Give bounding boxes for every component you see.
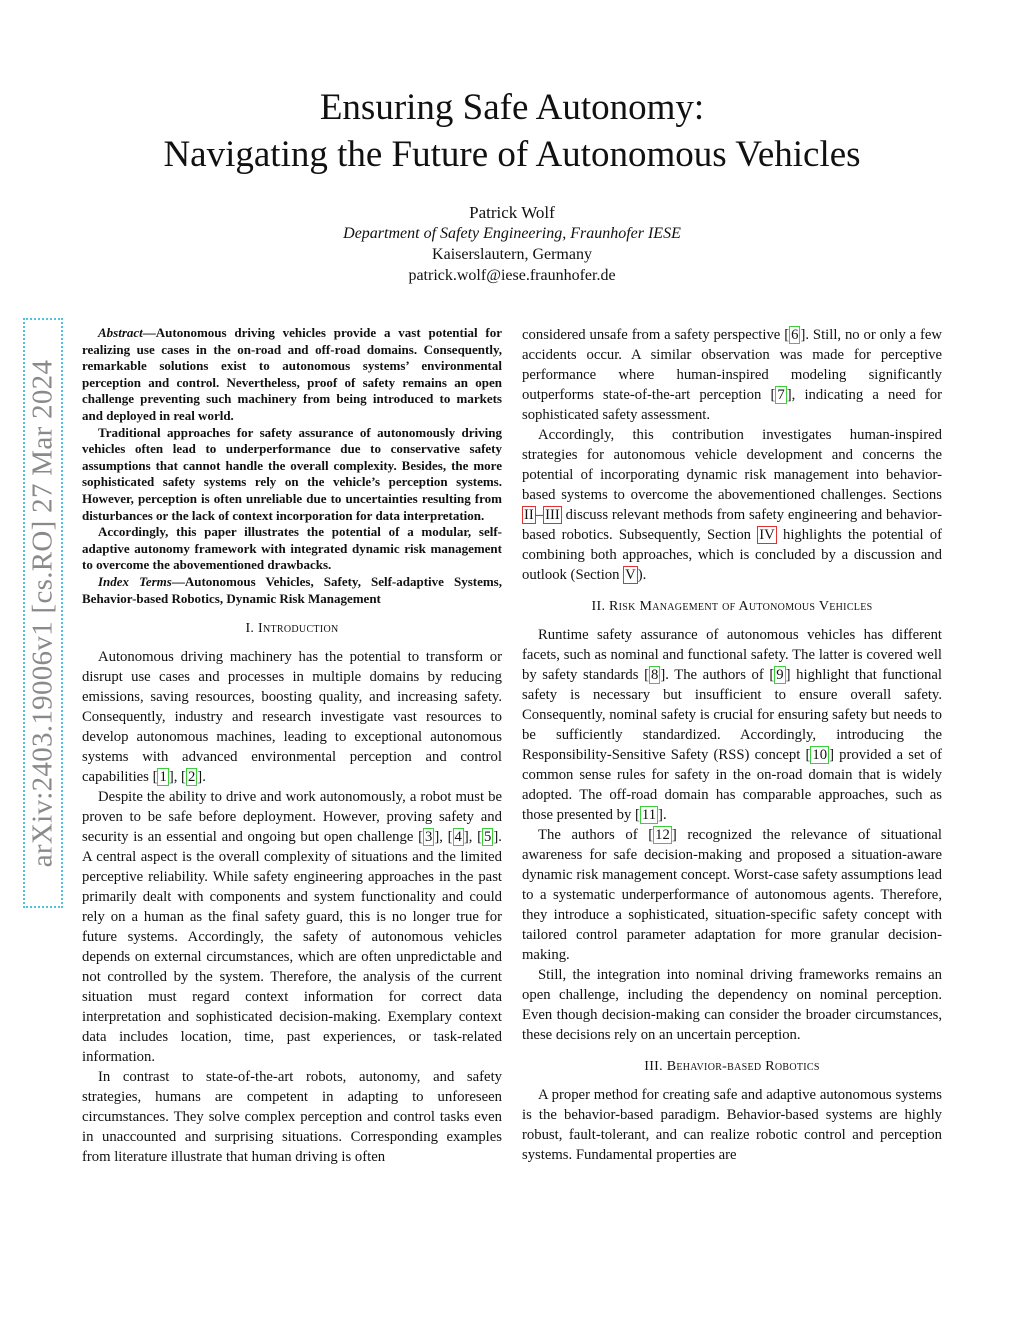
citation-link[interactable]: 5 <box>484 829 492 846</box>
section-heading-behavior-based-robotics: III. Behavior-based Robotics <box>644 1059 820 1074</box>
right-paragraph-1: considered unsafe from a safety perspective [ 6 ]. Still, no or only a few accidents occur. A similar observation was made for perceptive performance where human-inspired modeling significantly outperforms state-of-the-art perception [ 7 ], indicating a need for sophisticated safety assessment. <box>522 327 943 423</box>
left-column <box>82 325 502 1167</box>
section-link[interactable]: IV <box>759 527 775 543</box>
right-paragraph-2: Accordingly, this contribution investigates human-inspired strategies for autonomous vehicle development and concerns the potential of incorporating dynamic risk management into behavior-based systems to overcome the abovementioned challenges. Sections II – III discuss relevant methods from safety engineering and behavior-based robotics. Subsequently, Section IV highlights the potential of combining both approaches, which is concluded by a discussion and outlook (Section V ). <box>522 427 942 583</box>
citation-link[interactable]: 9 <box>776 667 784 683</box>
arxiv-stamp[interactable] <box>23 318 63 908</box>
intro-paragraph-1: Autonomous driving machinery has the potential to transform or disrupt use cases and processes in multiple domains by reducing emissions, saving resources, boosting quality, and increasing safety. Consequently, industry and research investigate vast resources to develop autonomous machines, leading to exceptional autonomous systems with advanced environmental perception and control capabilities [ 1 ], [ 2 ]. <box>82 649 502 786</box>
section-heading-introduction: I. Introduction <box>245 621 339 637</box>
title-line-2: Navigating the Future of Autonomous Vehicles <box>163 134 861 175</box>
citation-link[interactable]: 10 <box>812 747 828 763</box>
author-email[interactable]: patrick.wolf@iese.fraunhofer.de <box>408 267 616 284</box>
risk-paragraph-2: The authors of [ 12 ] recognized the relevance of situational awareness for safe decision-making and proposed a situation-aware dynamic risk management concept. Worst-case safety assumptions lead to a systematic underperformance of autonomous agents. Therefore, they introduce a sophisticated, situation-specific safety concept with tailored control parameter adaptation for more granular decision-making. <box>522 827 943 963</box>
citation-link[interactable]: 2 <box>187 769 196 786</box>
intro-paragraph-2: Despite the ability to drive and work autonomously, a robot must be proven to be safe before deployment. However, proving safety and security is an essential and ongoing but open challenge [ 3 ], [ 4 ], [ 5 ]. A central aspect is the overall complexity of situations and the limited perceptive reliability. While safety engineering approaches in the past primarily dealt with components and system functionality and could rely on a human as the final safety guard, this is no longer true for future systems. Accordingly, the safety of autonomous vehicles depends on external circumstances, which are often unpredictable and not controlled by the system. Therefore, the analysis of the current situation must regard context information for correct data interpretation and sophisticated decision-making. Exemplary context data includes location, time, past experiences, or task-related information. <box>82 789 502 1066</box>
author-location: Kaiserslautern, Germany <box>432 246 592 263</box>
section-heading-risk-management: II. Risk Management of Autonomous Vehicles <box>591 599 873 614</box>
risk-paragraph-3: Still, the integration into nominal driving frameworks remains an open challenge, including the dependency on nominal perception. Even though decision-making can consider the broader circumstances, these decisions rely on an uncertain perception. <box>522 967 942 1043</box>
risk-paragraph-1: Runtime safety assurance of autonomous vehicles has different facets, such as nominal and functional safety. The latter is covered well by safety standards [ 8 ]. The authors of [ 9 ] highlight that functional safety is necessary but insufficient to ensure overall safety. Consequently, nominal safety is crucial for ensuring safety but needs to be sufficiently standardized. Accordingly, introducing the Responsibility-Sensitive Safety (RSS) concept [ 10 ] provided a set of common sense rules for safety in the on-road domain that is widely adopted. The off-road domain has comparable approaches, such as those presented by [ 11 ]. <box>522 627 942 823</box>
section-link[interactable]: V <box>625 567 636 583</box>
index-terms-label: Index Terms <box>98 573 172 589</box>
author-block <box>200 202 824 286</box>
index-terms-text: Autonomous Vehicles, Safety, Self-adaptive Systems, Behavior-based Robotics, Dynamic Risk Management <box>82 573 502 606</box>
citation-link[interactable]: 1 <box>159 769 167 786</box>
author-name: Patrick Wolf <box>469 203 555 222</box>
citation-link[interactable]: 3 <box>425 829 433 846</box>
citation-link[interactable]: 4 <box>454 829 462 846</box>
bbr-paragraph-1: A proper method for creating safe and adaptive autonomous systems is the behavior-based paradigm. Behavior-based systems are highly robust, fault-tolerant, and can realize robotic control and perception systems. Fundamental properties are <box>522 1087 942 1163</box>
citation-link[interactable]: 11 <box>641 807 657 823</box>
abstract-paragraph-1: Abstract—Autonomous driving vehicles provide a vast potential for realizing use cases in the on-road and off-road domains. Consequently, remarkable solutions exist to autonomous systems’ environmental perception and control. Nevertheless, proof of safety remains an open challenge preventing such machinery from being introduced to markets and deployed in real world. <box>82 325 502 423</box>
section-link[interactable]: III <box>545 507 560 523</box>
abstract-paragraph-3: Accordingly, this paper illustrates the potential of a modular, self-adaptive autonomy framework with integrated dynamic risk management to overcome the abovementioned drawbacks. <box>82 524 502 573</box>
citation-link[interactable]: 7 <box>777 387 785 403</box>
author-affiliation: Department of Safety Engineering, Fraunhofer IESE <box>343 225 681 242</box>
abstract-paragraph-2: Traditional approaches for safety assurance of autonomously driving vehicles often lead to underperformance due to conservative safety assumptions that cannot handle the overall complexity. Besides, the more sophisticated safety systems rely on the vehicle’s perception systems. However, perception is often unreliable due to uncertainties resulting from disturbances or the lack of context incorporation for data interpretation. <box>82 424 502 523</box>
abstract-text-1: Autonomous driving vehicles provide a vast potential for realizing use cases in the on-road and off-road domains. Consequently, remarkable solutions exist to autonomous systems’ environmental perception and control. Nevertheless, proof of safety remains an open challenge preventing such machinery from being introduced to markets and deployed in real world. <box>82 325 502 423</box>
arxiv-identifier: arXiv:2403.19006v1 [cs.RO] 27 Mar 2024 <box>26 359 59 867</box>
paper-title <box>100 84 924 178</box>
citation-link[interactable]: 8 <box>650 667 659 683</box>
section-link[interactable]: II <box>524 507 534 523</box>
abstract <box>82 325 502 607</box>
citation-link[interactable]: 6 <box>791 327 799 343</box>
right-column <box>522 325 942 1165</box>
abstract-label: Abstract <box>98 325 143 340</box>
citation-link[interactable]: 12 <box>655 827 670 843</box>
title-line-1: Ensuring Safe Autonomy: <box>319 87 705 128</box>
intro-paragraph-3: In contrast to state-of-the-art robots, autonomy, and safety strategies, humans are competent in adapting to unforeseen circumstances. They solve complex perception and control tasks even in unaccounted and surprising situations. Corresponding examples from literature illustrate that human driving is often <box>82 1069 502 1166</box>
index-terms: Index Terms—Autonomous Vehicles, Safety, Self-adaptive Systems, Behavior-based Robotics, Dynamic Risk Management <box>82 573 502 606</box>
